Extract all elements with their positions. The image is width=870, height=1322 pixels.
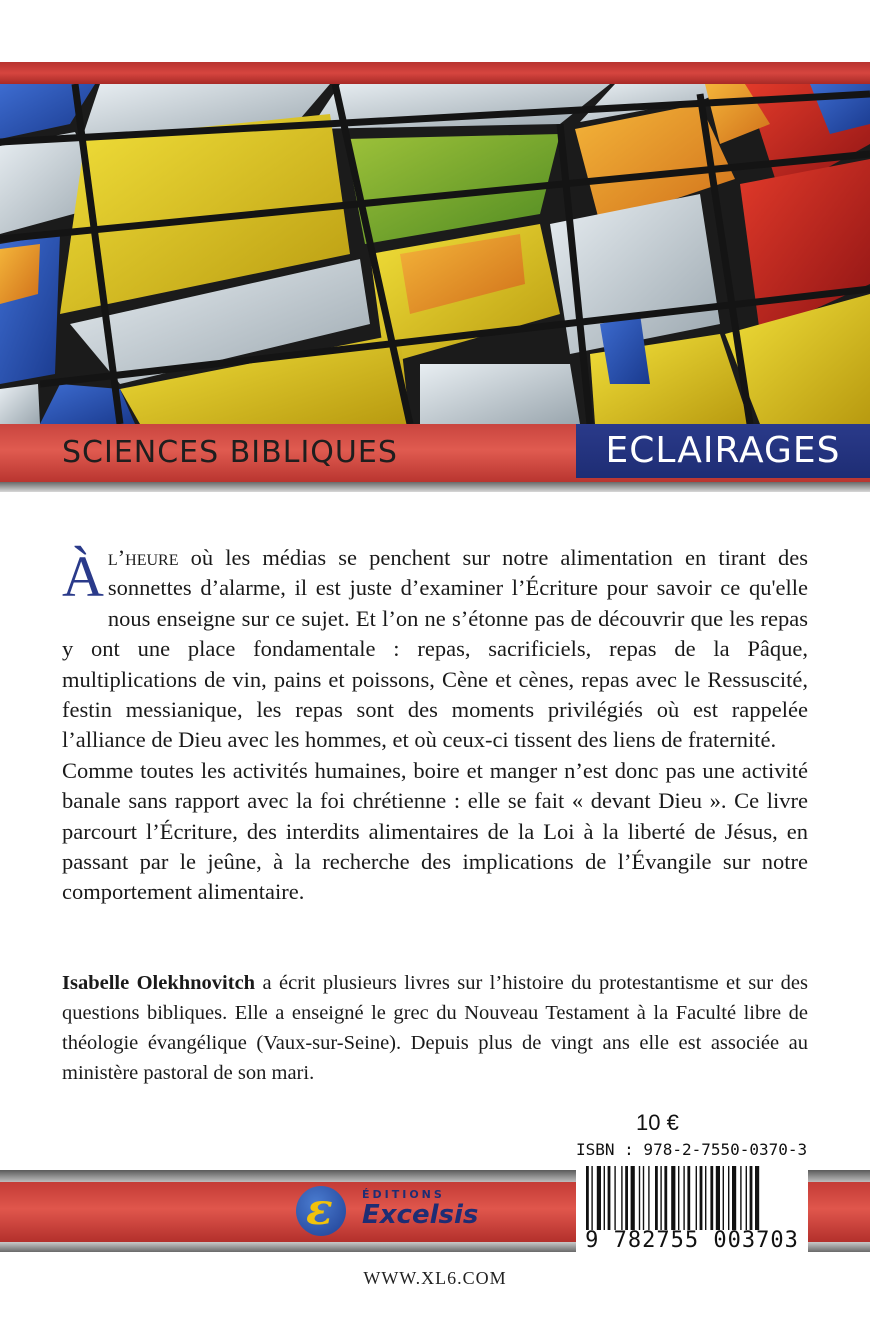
excelsis-logo-icon — [290, 1182, 520, 1238]
series-label: SCIENCES BIBLIQUES — [62, 435, 398, 470]
top-red-stripe — [0, 62, 870, 84]
description-paragraph-1 — [62, 543, 808, 756]
description-paragraph-2: Comme toutes les activités humaines, boire et manger n’est donc pas une activité banale sans rapport avec la foi chrétienne : elle se fait « devant Dieu ». Ce livre parcourt l’Écriture, des interdits alimentaires de la Loi à la liberté de Jésus, en passant par le jeûne, à la recherche des implications de l’Évangile sur notre comportement alimentaire. — [62, 757, 808, 905]
dropcap: À — [62, 544, 104, 609]
price: 10 € — [636, 1110, 679, 1135]
isbn: ISBN : 978-2-7550-0370-3 — [576, 1140, 808, 1159]
barcode — [576, 1162, 808, 1256]
stained-glass-image — [0, 84, 870, 424]
band-shadow — [0, 482, 870, 492]
book-description — [62, 543, 808, 908]
author-name: Isabelle Olekhnovitch — [62, 972, 256, 994]
author-bio — [62, 968, 808, 1088]
barcode-digits: 9 782755 003703 — [585, 1228, 799, 1253]
paragraph-1-text: où les médias se penchent sur notre alimentation en tirant des sonnettes d’alarme, il est juste d’examiner l’Écriture pour savoir ce qu'elle nous enseigne sur ce sujet. Et l’on ne s’étonne pas de découvrir que les repas y ont une place fondamentale : repas, sacrificiels, repas de la Pâque, multiplications de vin, pains et poissons, Cène et cènes, repas avec le Ressuscité, festin messianique, les repas sont des moments privilégiés où est rappelée l’alliance de Dieu avec les hommes, et où ceux-ci tissent des liens de fraternité. — [62, 545, 808, 753]
logo-e-glyph: ε — [306, 1184, 333, 1235]
collection-label: ECLAIRAGES — [576, 424, 870, 478]
publisher-editions: ÉDITIONS — [362, 1188, 445, 1201]
first-word: l’heure — [107, 545, 179, 570]
website-url: WWW.XL6.COM — [363, 1268, 507, 1288]
publisher-name: Excelsis — [362, 1200, 479, 1230]
barcode-bars-icon — [584, 1166, 800, 1230]
author-bio-text: a écrit plusieurs livres sur l’histoire du protestantisme et sur des questions bibliques. Elle a enseigné le grec du Nouveau Testament à la Faculté libre de théologie évangélique (Vaux-sur-Seine). Depuis plus de vingt ans elle est associée au ministère pastoral de son mari. — [62, 972, 808, 1084]
